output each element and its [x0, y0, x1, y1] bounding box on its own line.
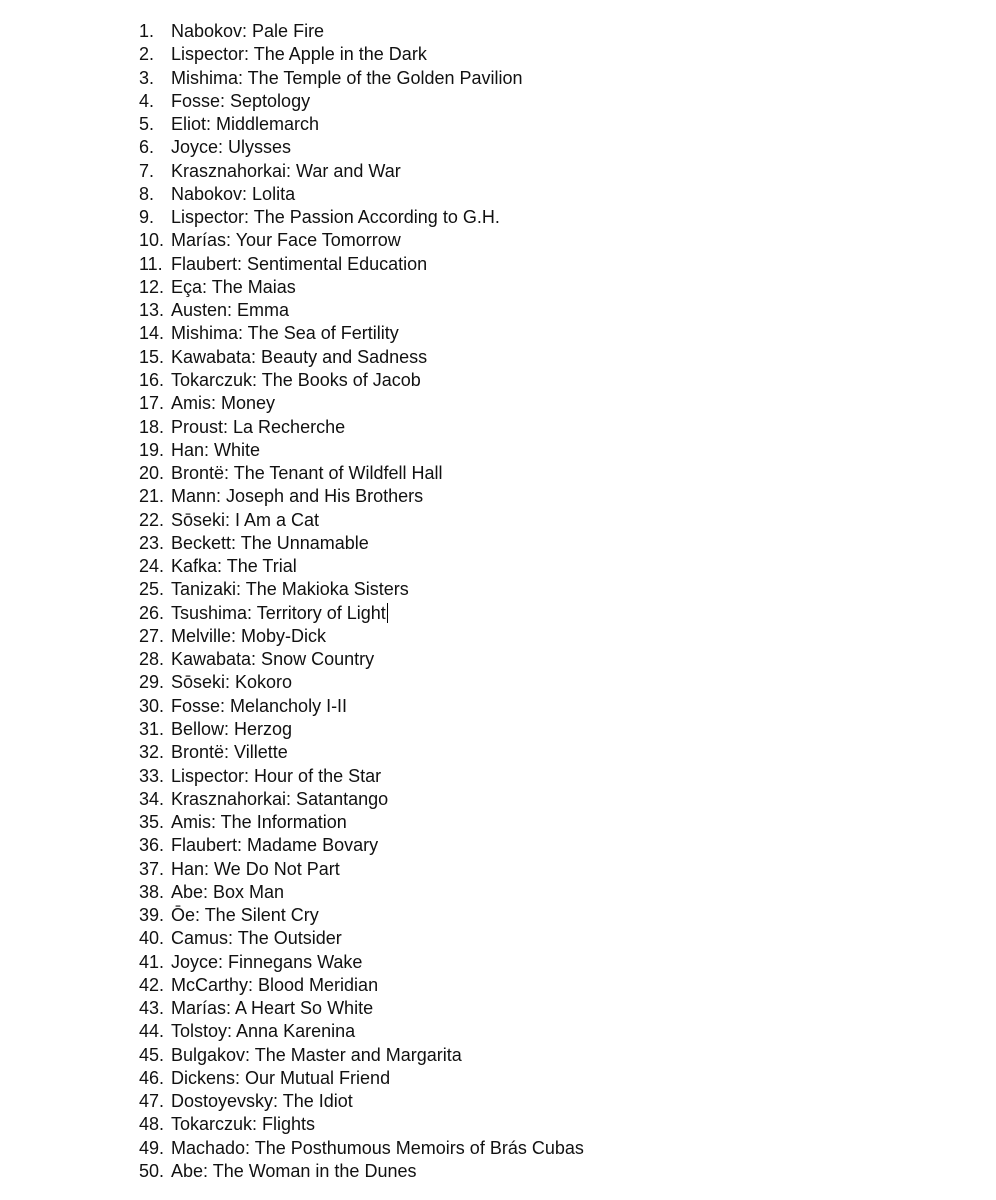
list-item-number: 16.	[139, 369, 165, 390]
list-item-number: 5.	[139, 114, 155, 135]
list-item-number: 29.	[139, 672, 165, 693]
list-item-label: Joyce: Finnegans Wake	[171, 951, 363, 972]
list-item-text[interactable]	[171, 602, 388, 625]
list-item-text[interactable]	[171, 1160, 416, 1183]
list-item-text[interactable]	[171, 253, 427, 276]
list-item-number: 31.	[139, 718, 165, 739]
list-item-text[interactable]	[171, 695, 347, 718]
list-item-label: Amis: The Information	[171, 812, 347, 833]
list-item-label: Krasznahorkai: War and War	[171, 160, 401, 181]
list-item[interactable]	[0, 43, 996, 66]
list-item-label: Kafka: The Trial	[171, 556, 297, 577]
list-item-label: Nabokov: Lolita	[171, 183, 296, 204]
list-item[interactable]	[0, 113, 996, 136]
list-item-text[interactable]	[171, 369, 421, 392]
list-item-label: Beckett: The Unnamable	[171, 532, 369, 553]
list-item[interactable]	[0, 90, 996, 113]
list-item-label: Tokarczuk: The Books of Jacob	[171, 369, 421, 390]
list-item-text[interactable]	[171, 997, 373, 1020]
list-item-number: 2.	[139, 44, 155, 65]
list-item-text[interactable]	[171, 1067, 390, 1090]
list-item[interactable]	[0, 1044, 996, 1067]
list-item-label: Flaubert: Sentimental Education	[171, 253, 428, 274]
list-item-label: Kawabata: Beauty and Sadness	[171, 346, 428, 367]
list-item-text[interactable]	[171, 788, 388, 811]
list-item-label: Tokarczuk: Flights	[171, 1114, 316, 1135]
numbered-book-list	[0, 20, 996, 1183]
list-item[interactable]	[0, 671, 996, 694]
list-item-number: 10.	[139, 230, 165, 251]
list-item-text[interactable]	[171, 1044, 462, 1067]
list-item-text[interactable]	[171, 322, 399, 345]
list-item-number: 43.	[139, 998, 165, 1019]
list-item[interactable]	[0, 416, 996, 439]
list-item-label: McCarthy: Blood Meridian	[171, 974, 379, 995]
list-item-number: 42.	[139, 974, 165, 995]
list-item-label: Krasznahorkai: Satantango	[171, 788, 389, 809]
list-item-number: 35.	[139, 812, 165, 833]
list-item-text[interactable]	[171, 974, 378, 997]
list-item-label: Sōseki: I Am a Cat	[171, 509, 320, 530]
list-item-text[interactable]	[171, 811, 347, 834]
list-item-label: Han: We Do Not Part	[171, 858, 340, 879]
list-item-text[interactable]	[171, 276, 296, 299]
list-item-label: Abe: Box Man	[171, 881, 285, 902]
list-item[interactable]	[0, 276, 996, 299]
list-item-text[interactable]	[171, 578, 409, 601]
list-item-number: 8.	[139, 183, 155, 204]
list-item-label: Abe: The Woman in the Dunes	[171, 1161, 417, 1182]
list-item[interactable]	[0, 974, 996, 997]
list-item-text[interactable]	[171, 858, 340, 881]
list-item-number: 36.	[139, 835, 165, 856]
list-item-number: 33.	[139, 765, 165, 786]
list-item[interactable]	[0, 346, 996, 369]
list-item-label: Bulgakov: The Master and Margarita	[171, 1044, 462, 1065]
list-item-text[interactable]	[171, 1113, 315, 1136]
list-item[interactable]	[0, 183, 996, 206]
list-item-text[interactable]	[171, 951, 362, 974]
list-item[interactable]	[0, 741, 996, 764]
list-item[interactable]	[0, 532, 996, 555]
list-item[interactable]	[0, 253, 996, 276]
list-item-text[interactable]	[171, 927, 342, 950]
list-item[interactable]	[0, 322, 996, 345]
list-item-text[interactable]	[171, 1137, 584, 1160]
list-item-text[interactable]	[171, 160, 401, 183]
list-item-number: 18.	[139, 416, 165, 437]
list-item-number: 50.	[139, 1161, 165, 1182]
list-item[interactable]	[0, 229, 996, 252]
list-item-label: Lispector: The Apple in the Dark	[171, 44, 427, 65]
list-item-label: Machado: The Posthumous Memoirs of Brás Cubas	[171, 1137, 584, 1158]
list-item-number: 38.	[139, 881, 165, 902]
list-item-text[interactable]	[171, 1020, 355, 1043]
list-item[interactable]	[0, 695, 996, 718]
list-item-number: 27.	[139, 625, 165, 646]
list-item-number: 26.	[139, 602, 165, 623]
list-item[interactable]	[0, 206, 996, 229]
list-item-text[interactable]	[171, 346, 427, 369]
list-item[interactable]	[0, 1067, 996, 1090]
list-item-label: Melville: Moby-Dick	[171, 625, 327, 646]
list-item-label: Flaubert: Madame Bovary	[171, 835, 379, 856]
list-item[interactable]	[0, 392, 996, 415]
list-item[interactable]	[0, 625, 996, 648]
list-item-text[interactable]	[171, 183, 295, 206]
list-item-number: 39.	[139, 905, 165, 926]
list-item-text[interactable]	[171, 113, 319, 136]
list-item-number: 28.	[139, 649, 165, 670]
list-item-label: Brontë: The Tenant of Wildfell Hall	[171, 463, 443, 484]
list-item-number: 44.	[139, 1021, 165, 1042]
list-item[interactable]	[0, 602, 996, 625]
list-item-text[interactable]	[171, 555, 297, 578]
list-item-label: Eça: The Maias	[171, 276, 296, 297]
list-item[interactable]	[0, 1113, 996, 1136]
list-item-label: Tanizaki: The Makioka Sisters	[171, 579, 409, 600]
list-item-text[interactable]	[171, 90, 310, 113]
list-item[interactable]	[0, 299, 996, 322]
list-item-label: Dostoyevsky: The Idiot	[171, 1091, 353, 1112]
list-item-label: Marías: A Heart So White	[171, 998, 374, 1019]
list-item-text[interactable]	[171, 532, 369, 555]
list-item-number: 22.	[139, 509, 165, 530]
list-item-number: 13.	[139, 300, 165, 321]
list-item-text[interactable]	[171, 834, 378, 857]
list-item-text[interactable]	[171, 136, 291, 159]
list-item[interactable]	[0, 834, 996, 857]
list-item[interactable]	[0, 1160, 996, 1183]
list-item-number: 49.	[139, 1137, 165, 1158]
list-item-text[interactable]	[171, 299, 289, 322]
list-item-text[interactable]	[171, 416, 345, 439]
list-item-text[interactable]	[171, 904, 319, 927]
list-item-number: 17.	[139, 393, 165, 414]
list-item-label: Mann: Joseph and His Brothers	[171, 486, 424, 507]
list-item-number: 32.	[139, 742, 165, 763]
list-item-label: Joyce: Ulysses	[171, 137, 292, 158]
list-item-text[interactable]	[171, 43, 427, 66]
list-item[interactable]	[0, 927, 996, 950]
list-item-label: Bellow: Herzog	[171, 718, 293, 739]
list-item[interactable]	[0, 578, 996, 601]
list-item-label: Camus: The Outsider	[171, 928, 342, 949]
list-item[interactable]	[0, 439, 996, 462]
list-item-text[interactable]	[171, 1090, 353, 1113]
list-item[interactable]	[0, 136, 996, 159]
list-item[interactable]	[0, 485, 996, 508]
list-item-label: Fosse: Septology	[171, 90, 311, 111]
list-item-label: Lispector: Hour of the Star	[171, 765, 382, 786]
list-item-text[interactable]	[171, 718, 292, 741]
list-item-label: Eliot: Middlemarch	[171, 114, 320, 135]
list-item-number: 23.	[139, 532, 165, 553]
list-item-number: 14.	[139, 323, 165, 344]
list-item[interactable]	[0, 718, 996, 741]
list-item-number: 40.	[139, 928, 165, 949]
list-item-number: 19.	[139, 439, 165, 460]
list-item-number: 46.	[139, 1067, 165, 1088]
list-item-text[interactable]	[171, 485, 423, 508]
list-item-number: 1.	[139, 21, 155, 41]
list-item[interactable]	[0, 811, 996, 834]
list-item-text[interactable]	[171, 648, 374, 671]
list-item-number: 3.	[139, 67, 155, 88]
list-item-number: 30.	[139, 695, 165, 716]
list-item[interactable]	[0, 462, 996, 485]
list-item[interactable]	[0, 1090, 996, 1113]
list-item[interactable]	[0, 1020, 996, 1043]
list-item-number: 4.	[139, 90, 155, 111]
list-item-label: Han: White	[171, 439, 261, 460]
list-item-number: 11.	[139, 253, 163, 274]
list-item[interactable]	[0, 881, 996, 904]
list-item-label: Mishima: The Sea of Fertility	[171, 323, 399, 344]
list-item-label: Mishima: The Temple of the Golden Pavilion	[171, 67, 523, 88]
list-item[interactable]	[0, 951, 996, 974]
list-item-number: 37.	[139, 858, 165, 879]
list-item-text[interactable]	[171, 881, 284, 904]
list-item-text[interactable]	[171, 20, 324, 43]
list-item[interactable]	[0, 369, 996, 392]
list-item-text[interactable]	[171, 625, 326, 648]
list-item[interactable]	[0, 555, 996, 578]
list-item-label: Ōe: The Silent Cry	[171, 905, 319, 926]
list-item-label: Marías: Your Face Tomorrow	[171, 230, 401, 251]
list-item-label: Sōseki: Kokoro	[171, 672, 293, 693]
list-item-label: Lispector: The Passion According to G.H.	[171, 207, 500, 228]
list-item-number: 9.	[139, 207, 155, 228]
list-item-label: Brontë: Villette	[171, 742, 288, 763]
text-cursor	[387, 603, 388, 623]
list-item-label: Proust: La Recherche	[171, 416, 346, 437]
list-item-label: Tolstoy: Anna Karenina	[171, 1021, 356, 1042]
list-item[interactable]	[0, 509, 996, 532]
list-item-number: 15.	[139, 346, 165, 367]
list-item-number: 21.	[139, 486, 165, 507]
list-item-number: 47.	[139, 1091, 165, 1112]
list-item-number: 20.	[139, 463, 165, 484]
list-item-label: Austen: Emma	[171, 300, 290, 321]
list-item[interactable]	[0, 997, 996, 1020]
list-item-label: Amis: Money	[171, 393, 276, 414]
list-item[interactable]	[0, 858, 996, 881]
list-item-number: 6.	[139, 137, 155, 158]
list-item-label: Tsushima: Territory of Light	[171, 602, 386, 623]
list-item-number: 24.	[139, 556, 165, 577]
list-item-number: 12.	[139, 276, 165, 297]
list-item-text[interactable]	[171, 439, 260, 462]
list-item[interactable]	[0, 904, 996, 927]
list-item-number: 45.	[139, 1044, 165, 1065]
list-item-text[interactable]	[171, 392, 275, 415]
list-item-number: 34.	[139, 788, 165, 809]
list-item[interactable]	[0, 648, 996, 671]
list-item[interactable]	[0, 160, 996, 183]
list-item-label: Fosse: Melancholy I-II	[171, 695, 348, 716]
list-item-label: Nabokov: Pale Fire	[171, 21, 325, 41]
list-item-text[interactable]	[171, 765, 381, 788]
list-item-label: Kawabata: Snow Country	[171, 649, 375, 670]
list-item-text[interactable]	[171, 462, 442, 485]
list-item-text[interactable]	[171, 206, 500, 229]
list-item[interactable]	[0, 788, 996, 811]
list-item-text[interactable]	[171, 67, 523, 90]
list-item[interactable]	[0, 20, 996, 43]
list-item-text[interactable]	[171, 229, 401, 252]
list-item-label: Dickens: Our Mutual Friend	[171, 1067, 391, 1088]
list-item-text[interactable]	[171, 509, 319, 532]
list-item-number: 25.	[139, 579, 165, 600]
list-item[interactable]	[0, 67, 996, 90]
list-item-number: 48.	[139, 1114, 165, 1135]
list-item-number: 41.	[139, 951, 165, 972]
list-item-number: 7.	[139, 160, 155, 181]
list-item[interactable]	[0, 765, 996, 788]
list-item-text[interactable]	[171, 671, 292, 694]
list-item-text[interactable]	[171, 741, 288, 764]
list-item[interactable]	[0, 1137, 996, 1160]
